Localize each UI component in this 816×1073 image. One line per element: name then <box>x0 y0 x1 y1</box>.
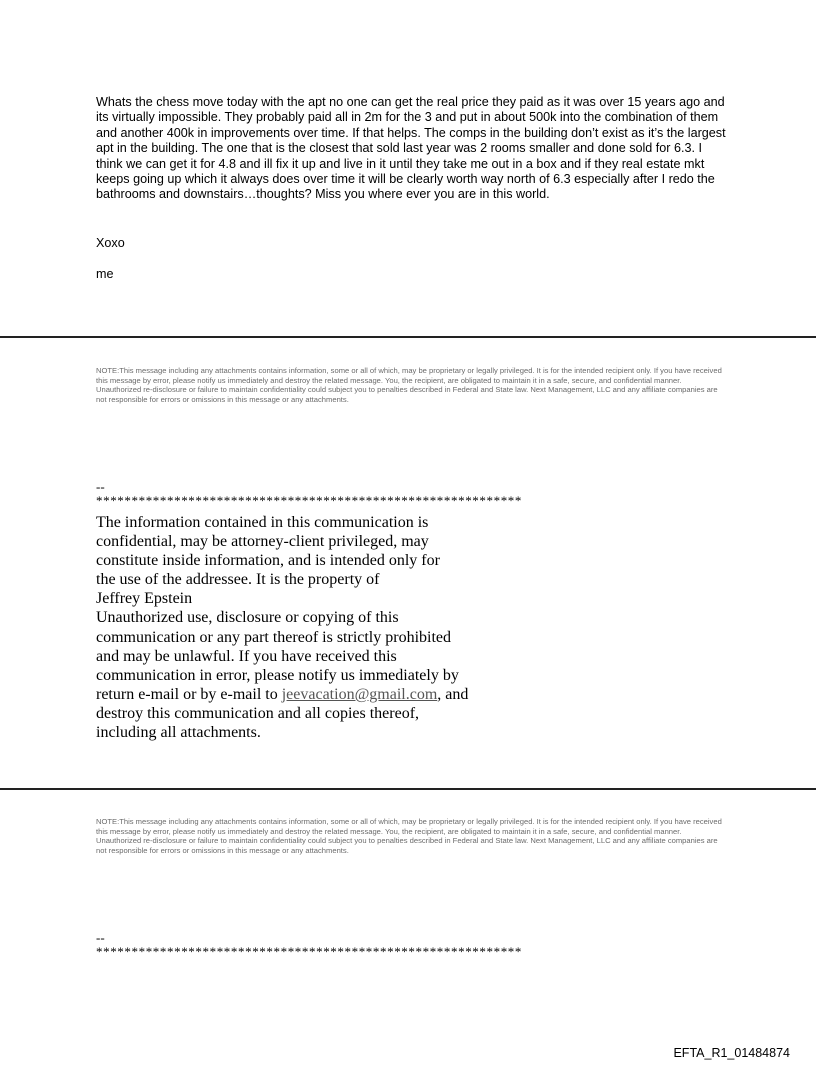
disclaimer-email-line <box>96 685 496 704</box>
disclaimer-line: Jeffrey Epstein <box>96 590 193 608</box>
asterisk-separator: ************************************************************ <box>96 493 522 508</box>
disclaimer-line: communication in error, please notify us immediately by <box>96 666 459 684</box>
disclaimer-line: the use of the addressee. It is the property of <box>96 571 380 589</box>
disclaimer-line: constitute inside information, and is intended only for <box>96 552 440 570</box>
disclaimer-line: and may be unlawful. If you have received this <box>96 647 397 665</box>
divider-rule <box>0 788 816 790</box>
disclaimer-line: Unauthorized use, disclosure or copying of this <box>96 609 399 627</box>
signature-dashes: -- <box>96 479 105 494</box>
legal-disclaimer <box>96 513 496 742</box>
message-body: Whats the chess move today with the apt no one can get the real price they paid as it was over 15 years ago and its virtually impossible. They probably paid all in 2m for the 3 and put in about 500k into the combination of them and another 400k in improvements over time. If that helps. The comps in the building don’t exist as it’s the largest apt in the building. The one that is the closest that sold last year was 2 rooms smaller and done sold for 6.3. I think we can get it for 4.8 and ill fix it up and live in it until they take me out in a box and if they real estate mkt keeps going up which it always does over time it will be clearly worth way north of 6.3 especially after I redo the bathrooms and downstairs…thoughts? Miss you where ever you are in this world. <box>96 95 726 202</box>
divider-rule <box>0 336 816 338</box>
disclaimer-line: communication or any part thereof is strictly prohibited <box>96 628 452 646</box>
document-id: EFTA_R1_01484874 <box>673 1046 790 1060</box>
disclaimer-line: confidential, may be attorney-client privileged, may <box>96 533 429 551</box>
confidentiality-notice: NOTE:This message including any attachments contains information, some or all of which, may be proprietary or legally privileged. It is for the intended recipient only. If you have received this message by error, please notify us immediately and destroy the related message. You, the recipient, are obligated to maintain it in a safe, secure, and confidential manner. Unauthorized re-disclosure or failure to maintain confidentiality could subject you to penalties described in Federal and State law. Next Management, LLC and any affiliate companies are not responsible for errors or omissions in this message or any attachments. <box>96 817 722 855</box>
disclaimer-line: destroy this communication and all copies thereof, <box>96 704 420 722</box>
asterisk-separator: ************************************************************ <box>96 944 522 959</box>
message-closing: Xoxo <box>96 236 125 250</box>
disclaimer-line: The information contained in this communication is <box>96 514 429 531</box>
email-suffix: , and <box>437 685 469 703</box>
disclaimer-line: including all attachments. <box>96 724 261 742</box>
signature-dashes: -- <box>96 930 105 945</box>
message-signature: me <box>96 267 114 281</box>
confidentiality-notice: NOTE:This message including any attachments contains information, some or all of which, may be proprietary or legally privileged. It is for the intended recipient only. If you have received this message by error, please notify us immediately and destroy the related message. You, the recipient, are obligated to maintain it in a safe, secure, and confidential manner. Unauthorized re-disclosure or failure to maintain confidentiality could subject you to penalties described in Federal and State law. Next Management, LLC and any affiliate companies are not responsible for errors or omissions in this message or any attachments. <box>96 366 722 404</box>
email-prefix: return e-mail or by e-mail to <box>96 685 282 703</box>
email-link[interactable]: jeevacation@gmail.com <box>281 685 438 703</box>
